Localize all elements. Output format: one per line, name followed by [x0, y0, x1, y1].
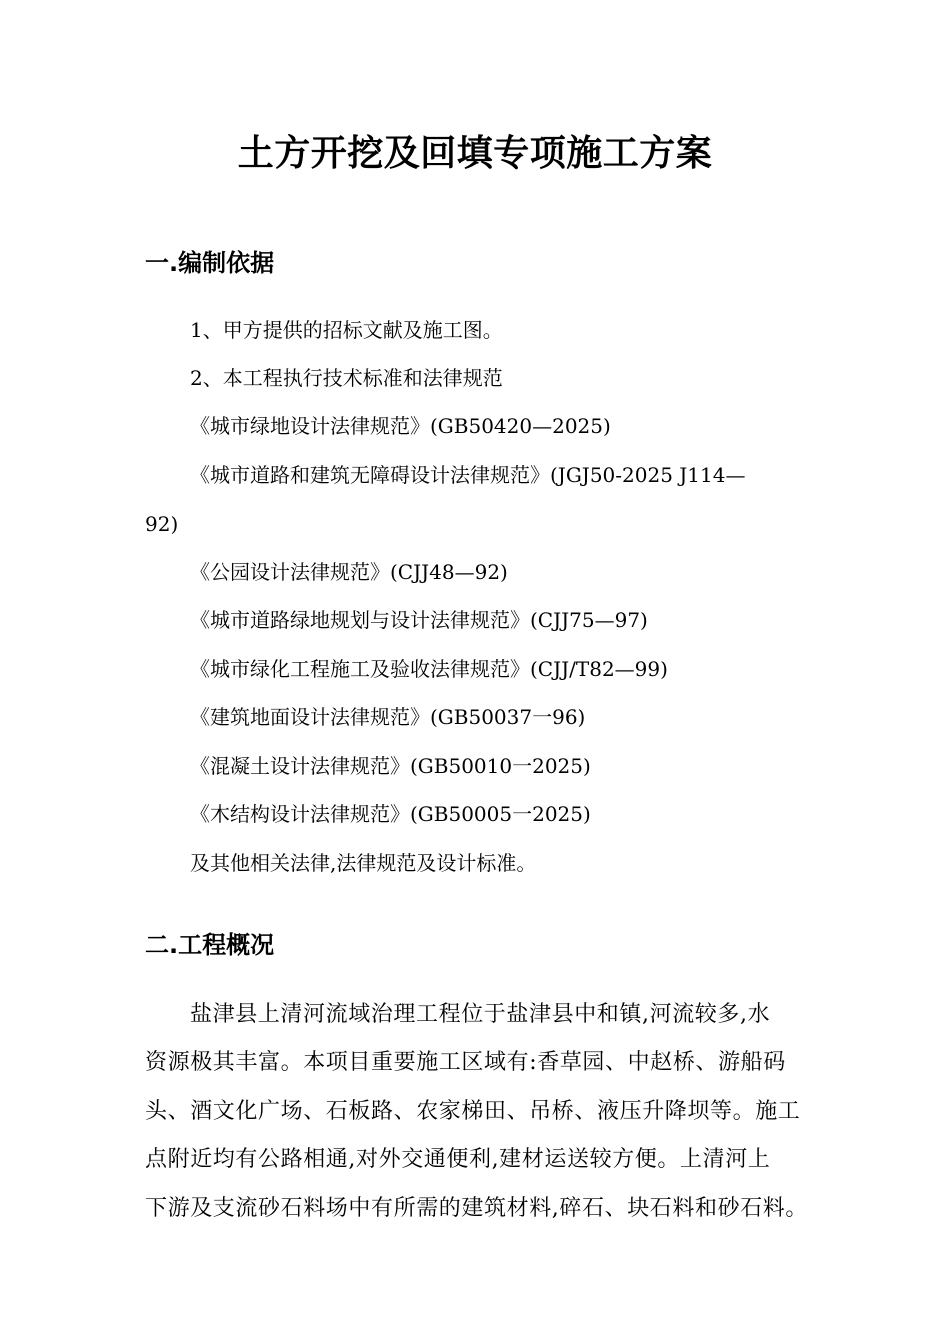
overview-paragraph-line: 盐津县上清河流域治理工程位于盐津县中和镇,河流较多,水 — [190, 1002, 771, 1027]
standard-line: 《城市绿地设计法律规范》(GB50420—2025) — [190, 414, 611, 438]
standard-line: 《木结构设计法律规范》(GB50005一2025) — [190, 802, 591, 826]
standard-line: 《城市道路和建筑无障碍设计法律规范》(JGJ50-2025 J114— — [190, 463, 746, 487]
standard-line: 《城市道路绿地规划与设计法律规范》(CJJ75—97) — [190, 608, 648, 632]
section-heading-overview: 二.工程概况 — [145, 931, 275, 959]
standard-line: 《城市绿化工程施工及验收法律规范》(CJJ/T82—99) — [190, 657, 668, 681]
basis-line: 及其他相关法律,法律规范及设计标准。 — [190, 851, 537, 875]
overview-paragraph-line: 下游及支流砂石料场中有所需的建筑材料,碎石、块石料和砂石料。 — [145, 1196, 808, 1221]
standard-line: 《混凝土设计法律规范》(GB50010一2025) — [190, 754, 591, 778]
section-heading-basis: 一.编制依据 — [145, 249, 275, 277]
overview-paragraph-line: 资源极其丰富。本项目重要施工区域有:香草园、中赵桥、游船码 — [145, 1050, 786, 1075]
standard-line-continuation: 92) — [145, 512, 179, 536]
document-title: 土方开挖及回填专项施工方案 — [237, 133, 713, 174]
basis-line: 2、本工程执行技术标准和法律规范 — [190, 366, 503, 390]
standard-line: 《建筑地面设计法律规范》(GB50037一96) — [190, 705, 586, 729]
overview-paragraph-line: 头、酒文化广场、石板路、农家梯田、吊桥、液压升降坝等。施工 — [145, 1099, 801, 1124]
standard-line: 《公园设计法律规范》(CJJ48—92) — [190, 560, 508, 584]
basis-line: 1、甲方提供的招标文献及施工图。 — [190, 318, 503, 342]
overview-paragraph-line: 点附近均有公路相通,对外交通便利,建材运送较方便。上清河上 — [145, 1147, 771, 1172]
